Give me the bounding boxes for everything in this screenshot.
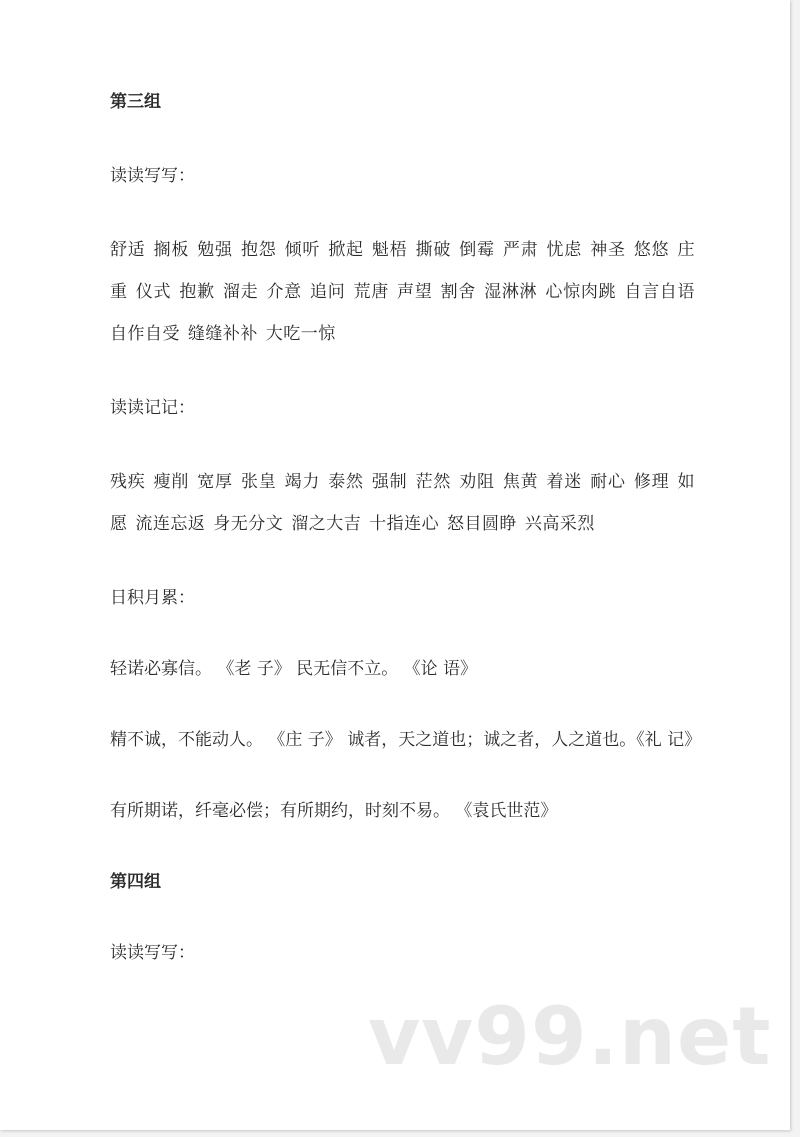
- read-remember-label: 读读记记：: [110, 398, 195, 418]
- quote-line: 轻诺必寡信。 《老 子》 民无信不立。 《论 语》: [110, 659, 478, 679]
- read-write-words: 舒适 搁板 勉强 抱怨 倾听 掀起 魁梧 撕破 倒霉 严肃 忧虑 神圣 悠悠 庄重 仪式 抱歉 溜走 介意 追问 荒唐 声望 割舍 湿淋淋 心惊肉跳 自言自语自作自受 缝缝补补 大吃一惊: [110, 240, 695, 344]
- watermark: vv99.net: [368, 990, 772, 1083]
- section-heading: 第四组: [110, 872, 161, 892]
- quote-line: 有所期诺，纤毫必偿；有所期约，时刻不易。 《袁氏世范》: [110, 801, 558, 821]
- read-write-label: 读读写写：: [110, 166, 195, 186]
- quote-line: 精不诚，不能动人。 《庄 子》 诚者，天之道也；诚之者，人之道也。《礼 记》: [110, 730, 702, 750]
- daily-accumulation-label: 日积月累：: [110, 588, 195, 608]
- document-content: [110, 84, 702, 971]
- read-write-label: 读读写写：: [110, 943, 195, 963]
- read-remember-words: 残疾 瘦削 宽厚 张皇 竭力 泰然 强制 茫然 劝阻 焦黄 着迷 耐心 修理 如愿 流连忘返 身无分文 溜之大吉 十指连心 怒目圆睁 兴高采烈: [110, 472, 695, 534]
- section-heading: 第三组: [110, 92, 161, 112]
